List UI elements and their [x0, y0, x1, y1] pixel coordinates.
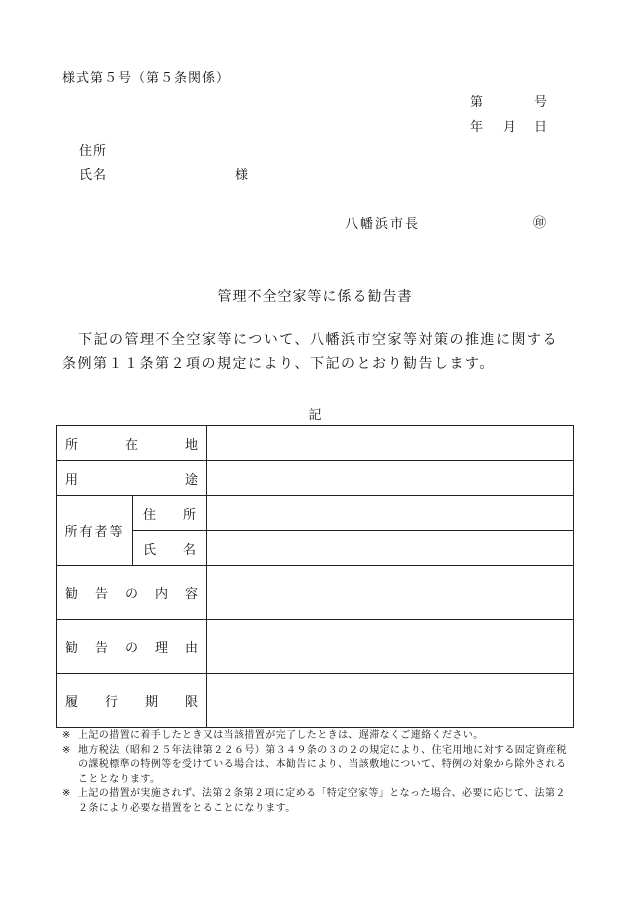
note-mark: ※: [62, 744, 71, 756]
row-owner-name: [57, 531, 574, 566]
notes: [62, 729, 572, 816]
note-1-text: 上記の措置に着手したとき又は当該措置が完了したときは、遅滞なくご連絡ください。: [78, 730, 484, 741]
note-3-text: 上記の措置が実施されず、法第２条第２項に定める「特定空家等」となった場合、必要に応じて、法第２２条により必要な措置をとることになります。: [78, 788, 566, 814]
seal-mark: ㊞: [533, 216, 547, 231]
issuer-title: 八幡浜市長: [345, 217, 421, 232]
owner-name-value-cell: [207, 531, 574, 566]
content-label-cell: 勧 告 の 内 容: [57, 566, 207, 620]
reason-label-cell: 勧 告 の 理 由: [57, 620, 207, 674]
body-text: [62, 328, 558, 376]
row-reason: [57, 620, 574, 674]
form-label: 様式第５号（第５条関係）: [62, 71, 231, 86]
note-2: [62, 744, 572, 788]
notice-table: [56, 425, 574, 728]
note-1: [62, 729, 572, 744]
deadline-label-cell: 履 行 期 限: [57, 674, 207, 728]
owner-address-value-cell: [207, 496, 574, 531]
note-2-text: 地方税法（昭和２５年法律第２２６号）第３４９条の３の２の規定により、住宅用地に対する固定資産税の課税標準の特例等を受けている場合は、本勧告により、当該敷地について、特例の対象から除外されることとなります。: [78, 744, 567, 785]
row-content: [57, 566, 574, 620]
note-mark: ※: [62, 730, 71, 741]
number-suffix: 号: [534, 95, 548, 110]
use-label-cell: 用 途: [57, 461, 207, 496]
date-day: 日: [534, 120, 548, 135]
note-3: [62, 787, 572, 816]
address-label: 住所: [79, 144, 108, 159]
date-year: 年: [470, 120, 484, 135]
owner-name-label-cell: 氏 名: [133, 531, 207, 566]
body-line-1: 下記の管理不全空家等について、八幡浜市空家等対策の推進に関する: [78, 332, 558, 348]
row-location: [57, 426, 574, 461]
body-line-2: 条例第１１条第２項の規定により、下記のとおり勧告します。: [62, 356, 495, 372]
ki-label: 記: [308, 408, 322, 423]
reason-value-cell: [207, 620, 574, 674]
location-label-cell: 所 在 地: [57, 426, 207, 461]
row-deadline: [57, 674, 574, 728]
number-prefix: 第: [470, 95, 484, 110]
location-value-cell: [207, 426, 574, 461]
document-title: 管理不全空家等に係る勧告書: [217, 289, 413, 305]
note-mark: ※: [62, 788, 71, 799]
owner-address-label-cell: 住 所: [133, 496, 207, 531]
row-owner-address: [57, 496, 574, 531]
honorific: 様: [235, 168, 249, 183]
owner-label-cell: 所有者等: [57, 496, 133, 566]
deadline-value-cell: [207, 674, 574, 728]
row-use: [57, 461, 574, 496]
name-label: 氏名: [79, 168, 108, 183]
use-value-cell: [207, 461, 574, 496]
content-value-cell: [207, 566, 574, 620]
date-month: 月: [503, 120, 517, 135]
